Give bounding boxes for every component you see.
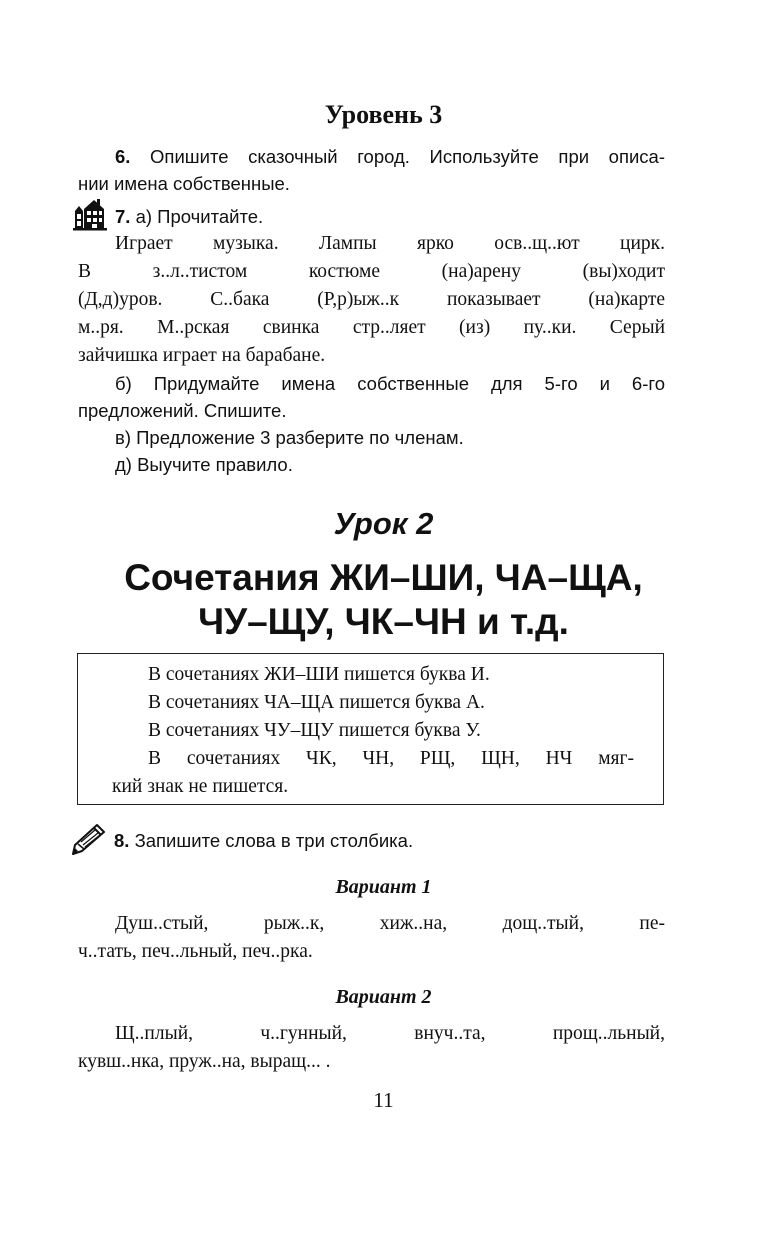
section-title: Уровень 3 xyxy=(324,100,443,129)
task-7-number: 7. xyxy=(115,206,131,227)
lesson-topic-line-2: ЧУ–ЩУ, ЧК–ЧН и т.д. xyxy=(198,601,569,642)
rule-line-5: кий знак не пишется. xyxy=(112,776,289,797)
task-7-heading xyxy=(115,203,665,231)
task-7-part-a: а) Прочитайте. xyxy=(135,206,264,227)
house-icon xyxy=(72,197,108,231)
rule-line-3: В сочетаниях ЧУ–ЩУ пишется буква У. xyxy=(148,720,481,741)
task-7-text-line-3: (Д,д)уров. С..бака (Р,р)ыж..к показывает (на)карте xyxy=(78,289,665,310)
page-number: 11 xyxy=(373,1088,394,1112)
lesson-topic-line-1: Сочетания ЖИ–ШИ, ЧА–ЩА, xyxy=(124,557,643,598)
task-7-part-b-line-1: б) Придумайте имена собственные для 5-го и 6-го xyxy=(115,373,665,394)
rule-line-2: В сочетаниях ЧА–ЩА пишется буква А. xyxy=(148,692,485,713)
lesson-title: Урок 2 xyxy=(333,506,434,541)
variant-1-line-2: ч..тать, печ..льный, печ..рка. xyxy=(78,941,313,962)
task-7-part-b-line-2: предложений. Спишите. xyxy=(78,400,287,421)
task-8-number: 8. xyxy=(114,830,130,851)
variant-2-line-2: кувш..нка, пруж..на, выращ... . xyxy=(78,1051,331,1072)
task-6-line-2: нии имена собственные. xyxy=(78,173,290,194)
task-7-text-line-2: В з..л..тистом костюме (на)арену (вы)ходит xyxy=(78,261,665,282)
task-8-line xyxy=(114,827,665,855)
task-7-part-v: в) Предложение 3 разберите по членам. xyxy=(115,427,464,448)
task-7-text-line-1: Играет музыка. Лампы ярко осв..щ..ют цирк. xyxy=(115,233,665,254)
task-6-line-1 xyxy=(78,143,665,171)
rule-line-4: В сочетаниях ЧК, ЧН, РЩ, ЩН, НЧ мяг- xyxy=(148,748,634,769)
variant-1-title: Вариант 1 xyxy=(335,876,432,898)
task-8-text: Запишите слова в три столбика. xyxy=(134,830,414,851)
task-7-part-d: д) Выучите правило. xyxy=(115,454,293,475)
rule-line-1: В сочетаниях ЖИ–ШИ пишется буква И. xyxy=(148,664,490,685)
pencil-icon xyxy=(70,823,106,855)
task-7-text-line-4: м..ря. М..рская свинка стр..ляет (из) пу..ки. Серый xyxy=(78,317,665,338)
task-6-text: Опишите сказочный город. Используйте при описа- xyxy=(150,146,666,167)
variant-1-line-1: Душ..стый, рыж..к, хиж..на, дощ..тый, пе- xyxy=(115,913,665,934)
variant-2-line-1: Щ..плый, ч..гунный, внуч..та, прощ..льный, xyxy=(115,1023,665,1044)
variant-2-title: Вариант 2 xyxy=(335,986,432,1008)
task-6-number: 6. xyxy=(115,146,131,167)
task-7-text-line-5: зайчишка играет на барабане. xyxy=(78,345,326,366)
